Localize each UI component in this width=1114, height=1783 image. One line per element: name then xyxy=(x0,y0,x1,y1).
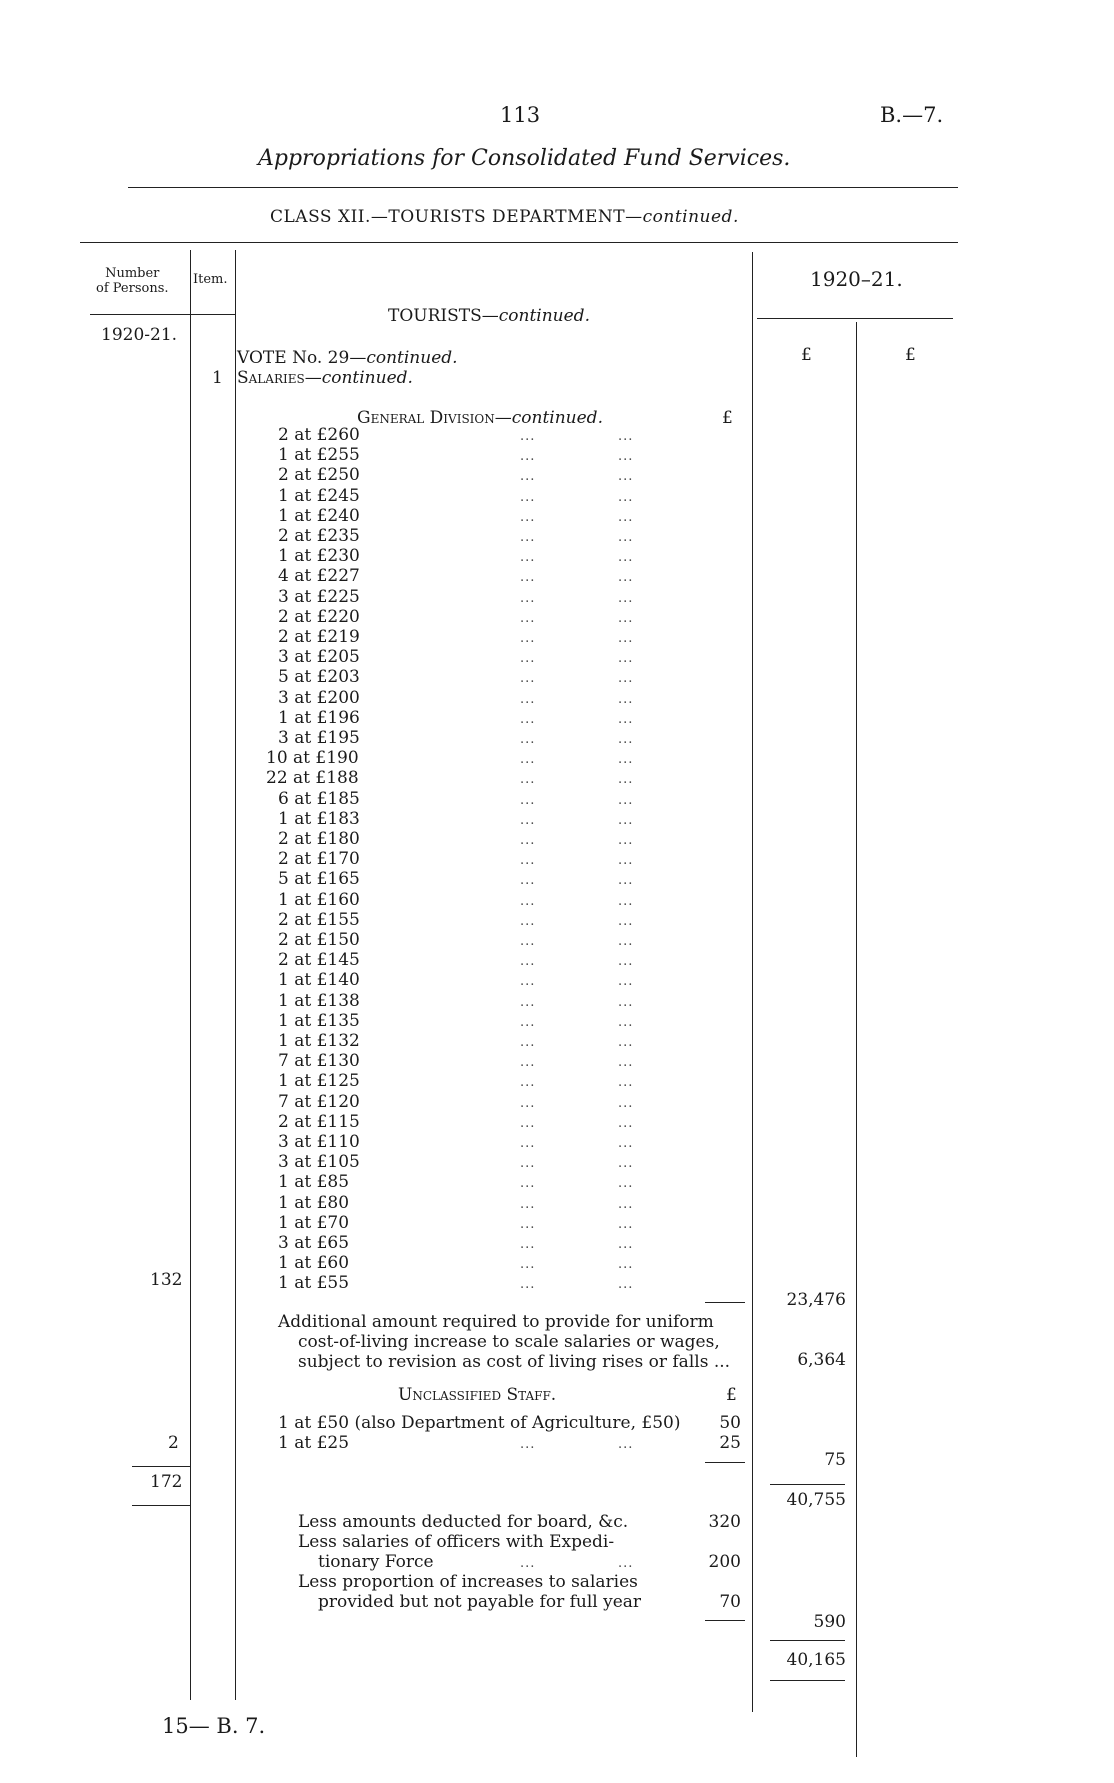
general-row-label: 2 at £260 xyxy=(278,425,360,445)
leader-dots: ... xyxy=(520,671,536,686)
leader-dots: ... xyxy=(618,671,634,686)
less-line-1-text: Less amounts deducted for board, &c. xyxy=(298,1512,629,1532)
leader-dots: ... xyxy=(618,853,634,868)
leader-dots: ... xyxy=(618,1237,634,1252)
less-line-1-amount: 320 xyxy=(708,1512,741,1532)
unclassified-pound-sign: £ xyxy=(726,1385,737,1405)
tourists-main: TOURISTS— xyxy=(388,306,499,326)
salaries-cont: continued. xyxy=(321,368,413,388)
leader-dots: ... xyxy=(520,469,536,484)
unclassified-total: 75 xyxy=(824,1450,846,1470)
leader-dots: ... xyxy=(618,1136,634,1151)
general-row-label: 4 at £227 xyxy=(278,566,360,586)
leader-dots: ... xyxy=(618,651,634,666)
persons-unclassified-count: 2 xyxy=(168,1433,179,1453)
leader-dots: ... xyxy=(520,1156,536,1171)
leader-dots: ... xyxy=(618,469,634,484)
leader-dots: ... xyxy=(520,873,536,888)
leader-dots: ... xyxy=(520,772,536,787)
general-row-label: 1 at £60 xyxy=(278,1253,350,1273)
class-heading-main: CLASS XII.—TOURISTS DEPARTMENT— xyxy=(270,207,643,227)
leader-dots: ... xyxy=(520,490,536,505)
less-line-3-text-a: Less proportion of increases to salaries xyxy=(298,1572,638,1592)
page-title: Appropriations for Consolidated Fund Services. xyxy=(258,146,791,171)
header-of-persons: of Persons. xyxy=(96,281,169,296)
less-line-1 xyxy=(298,1512,628,1532)
vote-heading xyxy=(237,348,458,368)
unclassified-row-2-dots-2: ... xyxy=(618,1437,634,1452)
general-row-label: 2 at £180 xyxy=(278,829,360,849)
leader-dots: ... xyxy=(618,934,634,949)
general-division-total: 23,476 xyxy=(786,1290,846,1310)
leader-dots: ... xyxy=(520,1055,536,1070)
leader-dots: ... xyxy=(618,833,634,848)
leader-dots: ... xyxy=(618,793,634,808)
less-line-2-dots-1: ... xyxy=(520,1556,536,1571)
vote-main: VOTE No. 29— xyxy=(237,348,367,368)
leader-dots: ... xyxy=(618,1197,634,1212)
col-divider-amount-total xyxy=(856,322,857,1757)
header-rule-right xyxy=(757,318,953,319)
general-row-label: 2 at £155 xyxy=(278,910,360,930)
general-row-label: 3 at £225 xyxy=(278,587,360,607)
title-rule xyxy=(128,187,958,188)
less-line-2-dots-2: ... xyxy=(618,1556,634,1571)
item-number: 1 xyxy=(212,368,223,388)
leader-dots: ... xyxy=(520,833,536,848)
general-row-label: 7 at £130 xyxy=(278,1051,360,1071)
leader-dots: ... xyxy=(618,1075,634,1090)
leader-dots: ... xyxy=(520,712,536,727)
vote-cont: continued. xyxy=(366,348,458,368)
leader-dots: ... xyxy=(618,1055,634,1070)
general-row-label: 2 at £170 xyxy=(278,849,360,869)
general-row-label: 10 at £190 xyxy=(266,748,359,768)
leader-dots: ... xyxy=(520,449,536,464)
leader-dots: ... xyxy=(520,1116,536,1131)
leader-dots: ... xyxy=(520,813,536,828)
less-line-3-text-b: provided but not payable for full year xyxy=(318,1592,642,1612)
leader-dots: ... xyxy=(520,570,536,585)
leader-dots: ... xyxy=(520,853,536,868)
general-row-label: 1 at £140 xyxy=(278,970,360,990)
leader-dots: ... xyxy=(520,793,536,808)
leader-dots: ... xyxy=(618,611,634,626)
leader-dots: ... xyxy=(618,591,634,606)
header-number: Number xyxy=(105,266,160,281)
leader-dots: ... xyxy=(520,611,536,626)
col-divider-item-desc xyxy=(235,250,236,1700)
leader-dots: ... xyxy=(520,1237,536,1252)
net-total: 40,165 xyxy=(786,1650,846,1670)
tourists-heading xyxy=(388,306,590,326)
leader-dots: ... xyxy=(618,873,634,888)
leader-dots: ... xyxy=(520,1257,536,1272)
general-row-label: 1 at £80 xyxy=(278,1193,350,1213)
general-row-label: 1 at £135 xyxy=(278,1011,360,1031)
general-row-label: 2 at £235 xyxy=(278,526,360,546)
leader-dots: ... xyxy=(618,570,634,585)
leader-dots: ... xyxy=(618,1096,634,1111)
general-pound-sign: £ xyxy=(722,408,733,428)
leader-dots: ... xyxy=(520,651,536,666)
leader-dots: ... xyxy=(618,550,634,565)
leader-dots: ... xyxy=(618,530,634,545)
leader-dots: ... xyxy=(520,752,536,767)
general-row-label: 1 at £255 xyxy=(278,445,360,465)
general-division-cont: continued. xyxy=(511,408,603,428)
grand-subtotal: 40,755 xyxy=(786,1490,846,1510)
leader-dots: ... xyxy=(520,1015,536,1030)
leader-dots: ... xyxy=(618,1035,634,1050)
general-row-label: 1 at £196 xyxy=(278,708,360,728)
leader-dots: ... xyxy=(618,752,634,767)
general-row-label: 2 at £150 xyxy=(278,930,360,950)
salaries-main: Salaries— xyxy=(237,368,322,388)
additional-line-2: cost-of-living increase to scale salaries or wages, xyxy=(298,1332,720,1352)
general-row-label: 3 at £200 xyxy=(278,688,360,708)
leader-dots: ... xyxy=(520,510,536,525)
general-row-label: 6 at £185 xyxy=(278,789,360,809)
leader-dots: ... xyxy=(618,1217,634,1232)
leader-dots: ... xyxy=(618,1176,634,1191)
net-total-rule-bottom xyxy=(770,1680,845,1681)
leader-dots: ... xyxy=(520,591,536,606)
leader-dots: ... xyxy=(520,1217,536,1232)
leader-dots: ... xyxy=(520,1035,536,1050)
additional-amount-text xyxy=(278,1312,730,1372)
general-row-label: 3 at £195 xyxy=(278,728,360,748)
net-total-rule-top xyxy=(770,1640,845,1641)
general-row-label: 1 at £230 xyxy=(278,546,360,566)
general-row-label: 2 at £115 xyxy=(278,1112,360,1132)
general-row-label: 3 at £110 xyxy=(278,1132,360,1152)
leader-dots: ... xyxy=(520,995,536,1010)
general-row-label: 3 at £65 xyxy=(278,1233,350,1253)
unclassified-staff-heading: Unclassified Staff. xyxy=(398,1385,557,1405)
unclassified-sum-rule xyxy=(705,1462,745,1463)
general-row-label: 1 at £55 xyxy=(278,1273,350,1293)
leader-dots: ... xyxy=(618,712,634,727)
table-top-rule xyxy=(80,242,958,243)
header-number-of-persons xyxy=(96,266,169,296)
unclassified-row-2-amount: 25 xyxy=(719,1433,741,1453)
pound-column-b: £ xyxy=(905,345,916,365)
header-item: Item. xyxy=(193,272,228,287)
tourists-cont: continued. xyxy=(498,306,590,326)
general-row-label: 2 at £145 xyxy=(278,950,360,970)
leader-dots: ... xyxy=(618,974,634,989)
leader-dots: ... xyxy=(520,914,536,929)
leader-dots: ... xyxy=(520,732,536,747)
leader-dots: ... xyxy=(520,974,536,989)
general-row-label: 2 at £250 xyxy=(278,465,360,485)
leader-dots: ... xyxy=(618,449,634,464)
leader-dots: ... xyxy=(618,1257,634,1272)
persons-sum-rule xyxy=(132,1466,190,1467)
page-footer: 15— B. 7. xyxy=(162,1714,266,1738)
page-number: 113 xyxy=(500,103,541,127)
leader-dots: ... xyxy=(618,772,634,787)
general-row-label: 3 at £205 xyxy=(278,647,360,667)
col-divider-persons-item xyxy=(190,250,191,1700)
general-row-label: 1 at £240 xyxy=(278,506,360,526)
persons-general-count: 132 xyxy=(150,1270,183,1290)
leader-dots: ... xyxy=(520,954,536,969)
general-row-label: 5 at £165 xyxy=(278,869,360,889)
persons-total: 172 xyxy=(150,1472,183,1492)
unclassified-row-1-label: 1 at £50 (also Department of Agriculture, £50) xyxy=(278,1413,681,1433)
subtotal-rule xyxy=(770,1484,845,1485)
leader-dots: ... xyxy=(618,1116,634,1131)
additional-amount: 6,364 xyxy=(797,1350,846,1370)
less-line-2-text-a: Less salaries of officers with Expedi- xyxy=(298,1532,615,1552)
class-heading xyxy=(270,207,739,227)
page-reference: B.—7. xyxy=(880,103,944,127)
header-year-left: 1920-21. xyxy=(101,325,178,345)
leader-dots: ... xyxy=(520,530,536,545)
leader-dots: ... xyxy=(520,934,536,949)
general-row-label: 1 at £125 xyxy=(278,1071,360,1091)
class-heading-cont: continued. xyxy=(642,207,739,227)
leader-dots: ... xyxy=(618,1277,634,1292)
less-line-2-text-b: tionary Force xyxy=(318,1552,434,1572)
general-row-label: 22 at £188 xyxy=(266,768,359,788)
leader-dots: ... xyxy=(520,429,536,444)
general-row-label: 1 at £132 xyxy=(278,1031,360,1051)
general-row-label: 1 at £85 xyxy=(278,1172,350,1192)
leader-dots: ... xyxy=(618,692,634,707)
leader-dots: ... xyxy=(520,1096,536,1111)
leader-dots: ... xyxy=(618,1015,634,1030)
col-divider-desc-amount xyxy=(752,252,753,1712)
unclassified-row-2-label: 1 at £25 xyxy=(278,1433,350,1453)
pound-column-a: £ xyxy=(801,345,812,365)
general-row-label: 1 at £245 xyxy=(278,486,360,506)
general-division-main: General Division— xyxy=(357,408,512,428)
general-row-label: 1 at £70 xyxy=(278,1213,350,1233)
leader-dots: ... xyxy=(520,1075,536,1090)
less-line-2-amount: 200 xyxy=(708,1552,741,1572)
general-row-label: 1 at £183 xyxy=(278,809,360,829)
general-row-label: 5 at £203 xyxy=(278,667,360,687)
leader-dots: ... xyxy=(618,894,634,909)
salaries-heading xyxy=(237,368,413,388)
leader-dots: ... xyxy=(520,1197,536,1212)
leader-dots: ... xyxy=(520,631,536,646)
leader-dots: ... xyxy=(520,1176,536,1191)
leader-dots: ... xyxy=(618,732,634,747)
leader-dots: ... xyxy=(520,1277,536,1292)
leader-dots: ... xyxy=(618,813,634,828)
general-row-label: 1 at £138 xyxy=(278,991,360,1011)
header-rule-left xyxy=(90,314,235,315)
less-line-3-amount: 70 xyxy=(719,1592,741,1612)
unclassified-row-2-dots-1: ... xyxy=(520,1437,536,1452)
less-sum-rule xyxy=(705,1620,745,1621)
less-line-3 xyxy=(298,1572,641,1612)
leader-dots: ... xyxy=(520,692,536,707)
general-row-label: 2 at £220 xyxy=(278,607,360,627)
general-sum-rule xyxy=(705,1302,745,1303)
less-line-2 xyxy=(298,1532,614,1572)
additional-line-3: subject to revision as cost of living rises or falls ... xyxy=(298,1352,731,1372)
leader-dots: ... xyxy=(618,510,634,525)
general-row-label: 2 at £219 xyxy=(278,627,360,647)
leader-dots: ... xyxy=(618,631,634,646)
leader-dots: ... xyxy=(520,1136,536,1151)
leader-dots: ... xyxy=(618,490,634,505)
general-row-label: 3 at £105 xyxy=(278,1152,360,1172)
less-total: 590 xyxy=(813,1612,846,1632)
leader-dots: ... xyxy=(520,550,536,565)
leader-dots: ... xyxy=(618,429,634,444)
unclassified-row-1-amount: 50 xyxy=(719,1413,741,1433)
leader-dots: ... xyxy=(618,1156,634,1171)
leader-dots: ... xyxy=(520,894,536,909)
general-division-heading xyxy=(357,408,603,428)
leader-dots: ... xyxy=(618,954,634,969)
leader-dots: ... xyxy=(618,995,634,1010)
header-year-right: 1920–21. xyxy=(810,267,903,291)
general-row-label: 7 at £120 xyxy=(278,1092,360,1112)
persons-total-rule xyxy=(132,1505,190,1506)
additional-line-1: Additional amount required to provide for uniform xyxy=(278,1312,714,1332)
leader-dots: ... xyxy=(618,914,634,929)
general-row-label: 1 at £160 xyxy=(278,890,360,910)
